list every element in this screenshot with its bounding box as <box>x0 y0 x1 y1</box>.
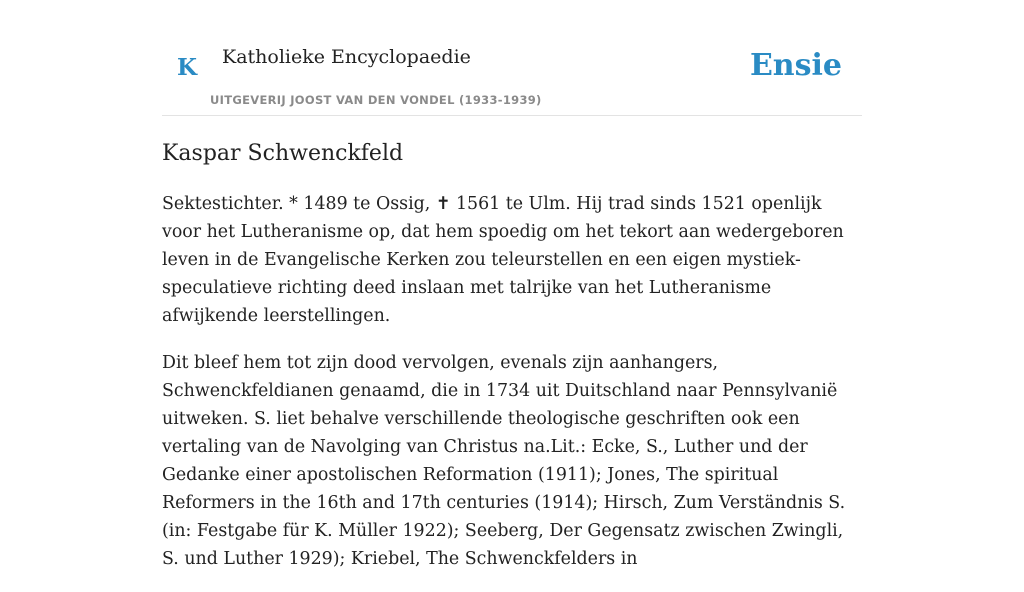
ensie-brand-link[interactable]: Ensie <box>749 48 842 83</box>
publisher-label: UITGEVERIJ JOOST VAN DEN VONDEL (1933-1939) <box>210 93 542 107</box>
site-logo-icon[interactable]: K <box>177 54 197 81</box>
article-content <box>162 138 864 592</box>
site-title-link[interactable]: Katholieke Encyclopaedie <box>222 46 471 68</box>
article-paragraph-2: Dit bleef hem tot zijn dood vervolgen, evenals zijn aanhangers, Schwenckfeldianen genaamd, die in 1734 uit Duitschland naar Pennsylvanië uitweken. S. liet behalve verschillende theologische geschriften ook een vertaling van de Navolging van Christus na.Lit.: Ecke, S., Luther und der Gedanke einer apostolischen Reformation (1911); Jones, The spiritual Reformers in the 16th and 17th centuries (1914); Hirsch, Zum Verständnis S. (in: Festgabe für K. Müller 1922); Seeberg, Der Gegensatz zwischen Zwingli, S. und Luther 1929); Kriebel, The Schwenckfelders in <box>162 353 846 569</box>
article-paragraph-1: Sektestichter. * 1489 te Ossig, ✝ 1561 te Ulm. Hij trad sinds 1521 openlijk voor het Lutheranisme op, dat hem spoedig om het tekort aan wedergeboren leven in de Evangelische Kerken zou teleurstellen en een eigen mystiek-speculatieve richting deed inslaan met talrijke van het Lutheranisme afwijkende leerstellingen. <box>162 194 844 326</box>
site-header <box>162 0 862 116</box>
article-title: Kaspar Schwenckfeld <box>162 141 404 166</box>
